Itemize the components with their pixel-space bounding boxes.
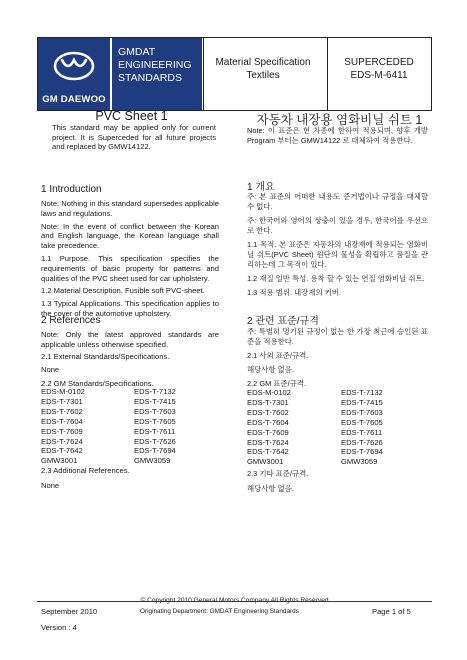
gm-standard-item: EDS-T-7415 [341,397,383,407]
gm-standard-item: EDS-T-7415 [134,396,176,406]
korean-title: 자동차 내장용 염화비닐 쉬트 1 [256,113,423,127]
gm-standard-item: EDS-T-7694 [341,447,383,457]
gm-standard-item: EDS-T-7624 [41,436,83,446]
korean-intro-heading: 1 개요 [247,182,275,193]
intro-paragraph: Note: In the event of conflict between the Korean and English language, the Korean language shall take precedence. [41,221,219,251]
status-block [330,56,428,82]
gm-standard-item: EDS-T-7605 [134,416,176,426]
external-standards-heading: 2.1 External Standards/Specifications. [41,351,170,361]
external-standards-value: None [41,365,60,375]
gm-standards-list-col1 [41,387,85,466]
additional-references-value: None [41,481,60,490]
gm-standard-item: EDS-T-7301 [41,396,83,406]
gm-standard-item: GMW3059 [341,457,378,467]
intro-paragraph: 주: 한국어와 영어의 상충이 있을 경우, 한국어를 우선으로 한다. [247,216,428,235]
additional-references-value: 해당사항 없음. [247,484,294,493]
external-standards-value: 해당사항 없음. [247,365,294,374]
english-notice: This standard may be applied only for current project. It is Superceded for all future projects and replaced by GMW14122. [52,123,216,152]
gm-standard-item: EDS-T-7624 [247,437,289,447]
english-references-heading: 2 References [41,315,101,326]
english-title: PVC Sheet 1 [95,109,168,123]
gm-daewoo-emblem-icon [38,38,110,90]
gm-standard-item: EDS-T-7611 [341,427,383,437]
gm-standard-item: EDS-M-0102 [247,388,291,397]
intro-paragraph: 1.2 Material Description. Fusible soft PVC-sheet. [41,286,205,296]
standard-name-line: STANDARDS [118,72,182,84]
gm-standards-list-col2 [134,387,176,466]
standards-name-box [112,38,202,110]
external-standards-heading: 2.1 사외 표준/규격. [247,351,309,360]
intro-paragraph: 1.3 Typical Applications. This specification applies to the cover of the automotive upholstery. [41,299,219,318]
status-label: SUPERCEDED [344,57,414,68]
korean-intro-section [247,192,428,298]
footer-version: Version : 4 [41,623,77,632]
gm-standard-item: GMW3001 [247,457,284,467]
gm-standard-item: EDS-T-7609 [247,427,289,437]
gm-standard-item: EDS-T-7603 [134,406,176,416]
standard-name-line: ENGINEERING [118,59,192,71]
footer-page-number: Page 1 of 5 [372,607,411,616]
logo-text: GM DAEWOO [38,90,110,110]
gm-standards-list-col2 [341,388,383,467]
gm-standards-heading: 2.2 GM 표준/규격. [247,379,306,388]
gm-daewoo-logo [38,38,110,90]
footer-department: Originating Department: GMDAT Engineering Standards [140,608,299,615]
gm-standard-item: EDS-M-0102 [41,387,85,396]
intro-paragraph: 1.2 재질 일반 특성. 용착 할 수 있는 연질 염화비닐 쉬트. [247,274,425,283]
gm-standards-list-col1 [247,388,291,467]
gm-standard-item: EDS-T-7642 [41,446,83,456]
material-spec-block [205,56,321,82]
gm-standard-item: EDS-T-7602 [41,406,83,416]
references-note: 주: 특별히 명기된 규정이 없는 한 가장 최근에 승인된 표준을 적용한다. [247,327,428,346]
intro-paragraph: 1.1 Purpose. This specification specifies the requirements of basic property for patterns and qualities of the PVC sheet used for car upholstery. [41,253,219,283]
korean-notice: Note: 이 표준은 현 차종에 한하여 적용되며, 향후 개발 Program 부터는 GMW14122 로 대체하여 적용한다. [247,126,428,145]
gm-standard-item: EDS-T-7694 [134,446,176,456]
standard-name-line: GMDAT [118,46,156,58]
footer-divider [37,601,432,602]
gm-standard-item: GMW3059 [134,456,171,466]
gm-standard-item: EDS-T-7602 [247,407,289,417]
gm-standard-item: EDS-T-7603 [341,407,383,417]
english-references-section [41,330,219,392]
references-note: Note: Only the latest approved standards are applicable unless otherwise specified. [41,330,219,349]
gm-standard-item: EDS-T-7604 [247,417,289,427]
gm-standards-heading: 2.2 GM Standards/Specifications. [41,379,154,389]
intro-paragraph: 1.3 적용 범위. 내장재의 커버. [247,288,341,297]
gm-standard-item: EDS-T-7626 [341,437,383,447]
gm-standard-item: EDS-T-7605 [341,417,383,427]
gm-standard-item: EDS-T-7301 [247,397,289,407]
intro-paragraph: 1.1 목적. 본 표준은 자동차의 내장재에 적용되는 염화비닐 쉬트(PVC Sheet) 원단의 물성을 확립하고 품질을 관리하는데 그 목적이 있다. [247,240,428,269]
header-divider [203,37,204,111]
additional-references-heading: 2.3 기타 표준/규격. [247,469,309,478]
intro-paragraph: Note: Nothing in this standard supersedes applicable laws and regulations. [41,199,219,218]
material-type-label: Textiles [246,70,280,81]
english-intro-heading: 1 Introduction [41,184,102,195]
english-intro-section [41,199,219,319]
gm-standard-item: EDS-T-7132 [341,388,383,397]
korean-references-heading: 2 관련 표준/규격 [247,316,319,327]
gm-standard-item: EDS-T-7626 [134,436,176,446]
additional-references-heading: 2.3 Additional References. [41,466,130,475]
gm-standard-item: EDS-T-7604 [41,416,83,426]
header-divider [327,37,328,111]
intro-paragraph: 주: 본 표준의 어떠한 내용도 준거법이나 규정을 대체할 수 없다. [247,192,428,211]
footer-date: September 2010 [41,607,98,616]
gm-standard-item: EDS-T-7132 [134,387,176,396]
material-spec-label: Material Specification [215,57,311,68]
korean-references-section [247,327,428,389]
gm-standard-item: GMW3001 [41,456,78,466]
document-id: EDS-M-6411 [350,70,408,81]
gm-standard-item: EDS-T-7611 [134,426,176,436]
gm-standard-item: EDS-T-7609 [41,426,83,436]
gm-standard-item: EDS-T-7642 [247,447,289,457]
